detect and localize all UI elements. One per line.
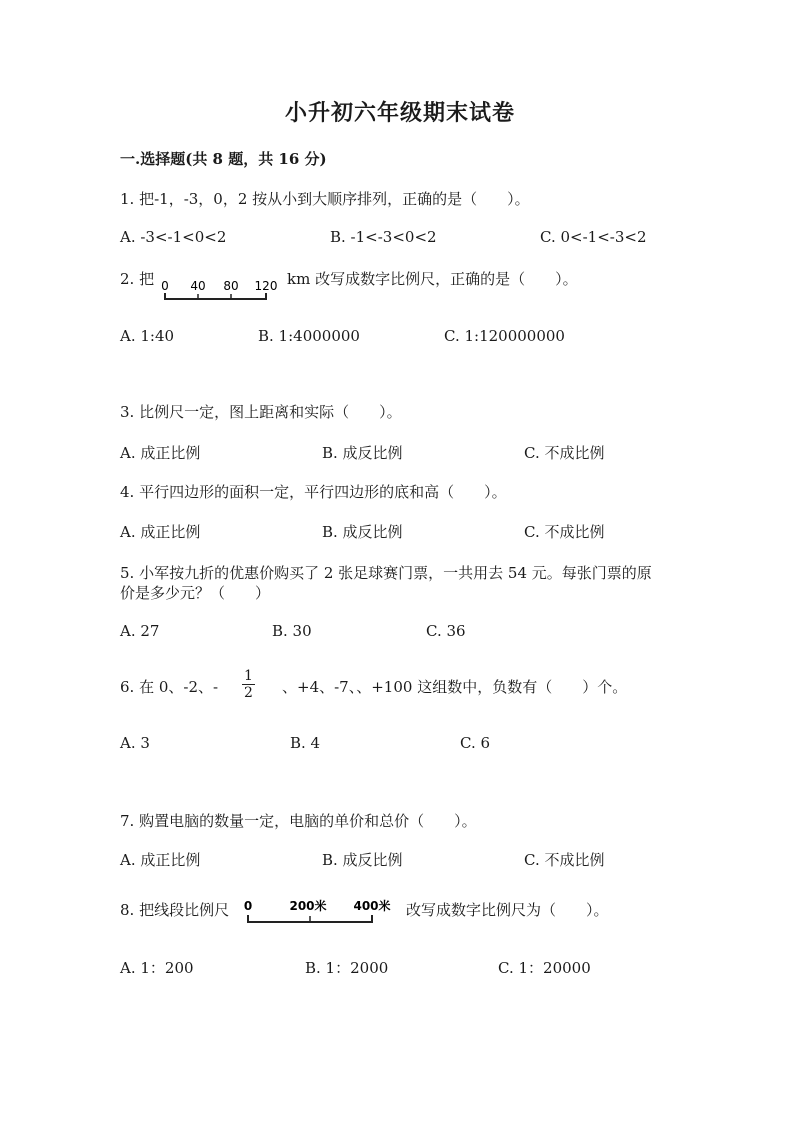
- q7-option-a: A. 成正比例: [120, 851, 201, 869]
- q8-scale-label-0: 0: [243, 899, 253, 913]
- q1-option-b: B. -1<-3<0<2: [330, 228, 437, 246]
- q6-option-a: A. 3: [120, 734, 150, 752]
- q6-fraction: [242, 668, 255, 701]
- question-8-prefix: 8. 把线段比例尺: [120, 901, 230, 919]
- question-2-suffix: km 改写成数字比例尺，正确的是（ ）。: [287, 270, 578, 288]
- q1-option-c: C. 0<-1<-3<2: [540, 228, 647, 246]
- q6-fraction-numerator: 1: [244, 668, 253, 684]
- q2-option-b: B. 1:4000000: [258, 327, 360, 345]
- q8-scale-bar: [238, 896, 398, 928]
- q6-option-c: C. 6: [460, 734, 491, 752]
- question-3: 3. 比例尺一定，图上距离和实际（ ）。: [120, 403, 402, 421]
- q6-fraction-denominator: 2: [244, 685, 253, 701]
- q6-option-b: B. 4: [290, 734, 321, 752]
- question-2-prefix: 2. 把: [120, 270, 155, 288]
- question-7: 7. 购置电脑的数量一定，电脑的单价和总价（ ）。: [120, 812, 477, 830]
- q2-scale-label-80: 80: [223, 279, 239, 293]
- q8-option-a: A. 1：200: [120, 959, 194, 977]
- q4-option-c: C. 不成比例: [524, 523, 605, 541]
- q3-option-a: A. 成正比例: [120, 444, 201, 462]
- q5-option-b: B. 30: [272, 622, 312, 640]
- q4-option-b: B. 成反比例: [322, 523, 403, 541]
- q2-scale-label-0: 0: [161, 279, 169, 293]
- q1-option-a: A. -3<-1<0<2: [120, 228, 227, 246]
- page-title: 小升初六年级期末试卷: [284, 100, 515, 126]
- question-1: 1. 把-1，-3，0，2 按从小到大顺序排列，正确的是（ ）。: [120, 190, 530, 208]
- q2-option-a: A. 1:40: [120, 327, 175, 345]
- q3-option-b: B. 成反比例: [322, 444, 403, 462]
- q8-scale-label-200: 200米: [289, 899, 327, 913]
- q5-option-a: A. 27: [120, 622, 160, 640]
- q8-option-c: C. 1：20000: [498, 959, 591, 977]
- q2-scale-label-40: 40: [190, 279, 206, 293]
- q2-scale-bar: [156, 274, 284, 304]
- question-5-line-2: 价是多少元？（ ）: [120, 584, 271, 602]
- question-6-suffix: 、+4、-7、、+100 这组数中，负数有（ ）个。: [282, 678, 628, 696]
- q7-option-c: C. 不成比例: [524, 851, 605, 869]
- question-4: 4. 平行四边形的面积一定，平行四边形的底和高（ ）。: [120, 483, 507, 501]
- q7-option-b: B. 成反比例: [322, 851, 403, 869]
- q3-option-c: C. 不成比例: [524, 444, 605, 462]
- question-5-line-1: 5. 小军按九折的优惠价购买了 2 张足球赛门票，一共用去 54 元。每张门票的原: [120, 564, 652, 582]
- question-6-prefix: 6. 在 0、-2、-: [120, 678, 219, 696]
- question-8-suffix: 改写成数字比例尺为（ ）。: [406, 901, 609, 919]
- q8-option-b: B. 1：2000: [305, 959, 389, 977]
- q5-option-c: C. 36: [426, 622, 466, 640]
- q8-scale-label-400: 400米: [353, 899, 391, 913]
- q4-option-a: A. 成正比例: [120, 523, 201, 541]
- q2-scale-label-120: 120: [254, 279, 278, 293]
- q2-option-c: C. 1:120000000: [444, 327, 565, 345]
- section-heading: 一.选择题(共 8 题，共 16 分): [120, 150, 327, 168]
